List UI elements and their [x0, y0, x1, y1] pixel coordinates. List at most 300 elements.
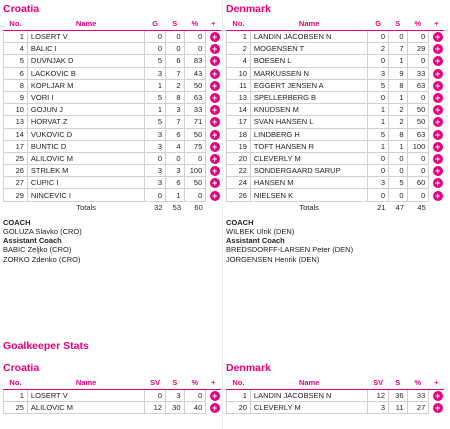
shots-cell: 7: [166, 116, 184, 128]
shots-cell: 9: [389, 67, 407, 79]
expand-cell: [429, 91, 444, 103]
assistant-coach-name: ZORKO Zdenko (CRO): [3, 254, 81, 264]
col-header-percent[interactable]: %: [407, 16, 429, 31]
percent-cell: 50: [407, 116, 429, 128]
col-header-name[interactable]: Name: [27, 16, 144, 31]
plus-circle-icon[interactable]: +: [210, 117, 220, 127]
goals-cell: 5: [368, 79, 389, 91]
coach-label: COACH: [226, 217, 254, 227]
player-name[interactable]: MOGENSEN T: [250, 43, 367, 55]
shots-cell: 1: [389, 91, 407, 103]
expand-cell: [429, 116, 444, 128]
percent-cell: 63: [184, 91, 206, 103]
goals-cell: 1: [368, 104, 389, 116]
expand-cell: [429, 189, 444, 201]
denmark-goalkeeper-panel: [226, 361, 444, 414]
player-name[interactable]: BOESEN L: [250, 55, 367, 67]
expand-cell: [429, 43, 444, 55]
plus-circle-icon[interactable]: +: [433, 56, 443, 66]
player-name[interactable]: NINCEVIC I: [27, 189, 144, 201]
expand-cell: [429, 402, 444, 414]
col-header-shots[interactable]: S: [166, 16, 184, 31]
player-number: 22: [227, 165, 251, 177]
saves-cell: 3: [368, 402, 389, 414]
plus-circle-icon[interactable]: +: [210, 81, 220, 91]
denmark-field-panel: [226, 2, 444, 264]
player-name[interactable]: HANSEN M: [250, 177, 367, 189]
player-number: 13: [227, 91, 251, 103]
plus-circle-icon[interactable]: +: [433, 142, 443, 152]
player-name[interactable]: LOSERT V: [27, 31, 144, 43]
player-number: 1: [4, 31, 28, 43]
goals-cell: 5: [145, 116, 166, 128]
player-number: 20: [227, 152, 251, 164]
percent-cell: 0: [184, 189, 206, 201]
col-header-no[interactable]: No.: [227, 16, 251, 31]
col-header-plus: +: [429, 375, 444, 390]
percent-cell: 50: [184, 128, 206, 140]
player-name[interactable]: EGGERT JENSEN A: [250, 79, 367, 91]
player-number: 13: [4, 116, 28, 128]
player-row[interactable]: [4, 31, 222, 43]
player-row[interactable]: [4, 177, 222, 189]
croatia-coach-block: [3, 218, 221, 264]
shots-cell: 7: [389, 43, 407, 55]
player-number: 25: [4, 402, 28, 414]
shots-cell: 0: [389, 152, 407, 164]
percent-cell: 33: [407, 390, 429, 402]
player-number: 11: [227, 79, 251, 91]
plus-circle-icon[interactable]: +: [210, 403, 220, 413]
assistant-coach-name: BABIC Zeljko (CRO): [3, 245, 72, 255]
percent-cell: 0: [184, 390, 206, 402]
totals-spacer: [206, 201, 221, 213]
player-number: 25: [4, 152, 28, 164]
player-row[interactable]: [227, 152, 445, 164]
player-row[interactable]: [227, 390, 445, 402]
goals-cell: 5: [368, 128, 389, 140]
shots-cell: 1: [166, 189, 184, 201]
plus-circle-icon[interactable]: +: [210, 154, 220, 164]
plus-circle-icon[interactable]: +: [433, 81, 443, 91]
player-row[interactable]: [4, 402, 222, 414]
team-title-denmark: Denmark: [226, 362, 271, 374]
col-header-shots[interactable]: S: [166, 375, 184, 390]
shots-cell: 7: [166, 67, 184, 79]
player-number: 1: [4, 390, 28, 402]
percent-cell: 100: [184, 165, 206, 177]
goals-cell: 0: [368, 165, 389, 177]
percent-cell: 50: [184, 79, 206, 91]
col-header-name[interactable]: Name: [250, 375, 367, 390]
player-row[interactable]: [4, 152, 222, 164]
player-row[interactable]: [4, 390, 222, 402]
shots-cell: 8: [389, 79, 407, 91]
expand-cell: [429, 140, 444, 152]
percent-cell: 71: [184, 116, 206, 128]
player-row[interactable]: [227, 177, 445, 189]
plus-circle-icon[interactable]: +: [433, 32, 443, 42]
percent-cell: 33: [407, 67, 429, 79]
totals-goals: 21: [377, 202, 386, 212]
team-title-croatia: Croatia: [3, 362, 40, 374]
player-name[interactable]: CLEVERLY M: [250, 402, 367, 414]
player-row[interactable]: [227, 43, 445, 55]
player-number: 27: [4, 177, 28, 189]
percent-cell: 0: [407, 189, 429, 201]
shots-cell: 6: [166, 128, 184, 140]
player-row[interactable]: [4, 104, 222, 116]
totals-shots: 53: [172, 202, 181, 212]
column-divider: [222, 0, 223, 429]
player-row[interactable]: [4, 43, 222, 55]
player-number: 10: [227, 67, 251, 79]
totals-shots: 47: [395, 202, 404, 212]
plus-circle-icon[interactable]: +: [210, 178, 220, 188]
percent-cell: 60: [407, 177, 429, 189]
player-name[interactable]: ALILOVIC M: [27, 152, 144, 164]
player-name[interactable]: LACKOVIC B: [27, 67, 144, 79]
col-header-plus: +: [206, 16, 221, 31]
col-header-saves[interactable]: SV: [368, 375, 389, 390]
percent-cell: 0: [407, 31, 429, 43]
player-row[interactable]: [227, 140, 445, 152]
expand-cell: [206, 79, 221, 91]
shots-cell: 0: [166, 31, 184, 43]
player-number: 9: [4, 91, 28, 103]
totals-spacer: [227, 201, 251, 213]
saves-cell: 12: [368, 390, 389, 402]
expand-cell: [429, 67, 444, 79]
plus-circle-icon[interactable]: +: [210, 130, 220, 140]
team-title-croatia: Croatia: [3, 3, 40, 15]
col-header-no[interactable]: No.: [4, 16, 28, 31]
expand-cell: [429, 55, 444, 67]
goals-cell: 0: [368, 189, 389, 201]
shots-cell: 30: [166, 402, 184, 414]
player-row[interactable]: [227, 79, 445, 91]
shots-cell: 2: [389, 116, 407, 128]
goals-cell: 1: [145, 79, 166, 91]
expand-cell: [206, 43, 221, 55]
croatia-field-panel: [3, 2, 221, 264]
player-number: 1: [227, 31, 251, 43]
player-name[interactable]: SVAN HANSEN L: [250, 116, 367, 128]
denmark-field-table: [226, 16, 444, 213]
player-number: 26: [4, 165, 28, 177]
expand-cell: [206, 31, 221, 43]
player-row[interactable]: [4, 91, 222, 103]
player-number: 17: [227, 116, 251, 128]
plus-circle-icon[interactable]: +: [210, 69, 220, 79]
coach-label: COACH: [3, 217, 31, 227]
plus-circle-icon[interactable]: +: [210, 44, 220, 54]
totals-row: [227, 201, 445, 213]
goals-cell: 0: [368, 152, 389, 164]
player-row[interactable]: [227, 91, 445, 103]
col-header-shots[interactable]: S: [389, 16, 407, 31]
col-header-name[interactable]: Name: [27, 375, 144, 390]
player-number: 2: [227, 43, 251, 55]
goals-cell: 3: [145, 140, 166, 152]
player-row[interactable]: [227, 55, 445, 67]
totals-spacer: [4, 201, 28, 213]
player-number: 20: [227, 402, 251, 414]
goals-cell: 2: [368, 43, 389, 55]
player-name[interactable]: HORVAT Z: [27, 116, 144, 128]
player-name[interactable]: TOFT HANSEN R: [250, 140, 367, 152]
player-name[interactable]: BUNTIC D: [27, 140, 144, 152]
player-name[interactable]: KNUDSEN M: [250, 104, 367, 116]
shots-cell: 11: [389, 402, 407, 414]
expand-cell: [429, 152, 444, 164]
player-number: 18: [227, 128, 251, 140]
col-header-saves[interactable]: SV: [145, 375, 166, 390]
shots-cell: 4: [166, 140, 184, 152]
player-row[interactable]: [4, 55, 222, 67]
plus-circle-icon[interactable]: +: [433, 105, 443, 115]
plus-circle-icon[interactable]: +: [210, 105, 220, 115]
assistant-coach-name: BREDSDORFF-LARSEN Peter (DEN): [226, 245, 354, 255]
player-number: 29: [4, 189, 28, 201]
plus-circle-icon[interactable]: +: [210, 32, 220, 42]
goals-cell: 1: [368, 140, 389, 152]
player-number: 24: [227, 177, 251, 189]
expand-cell: [429, 79, 444, 91]
shots-cell: 36: [389, 390, 407, 402]
plus-circle-icon[interactable]: +: [433, 44, 443, 54]
coach-name: GOLUZA Slavko (CRO): [3, 227, 82, 237]
goals-cell: 5: [145, 91, 166, 103]
percent-cell: 27: [407, 402, 429, 414]
expand-cell: [206, 91, 221, 103]
expand-cell: [206, 177, 221, 189]
player-row[interactable]: [227, 67, 445, 79]
player-row[interactable]: [4, 128, 222, 140]
player-name[interactable]: CUPIC I: [27, 177, 144, 189]
player-row[interactable]: [4, 67, 222, 79]
plus-circle-icon[interactable]: +: [433, 130, 443, 140]
player-name[interactable]: SONDERGAARD SARUP: [250, 165, 367, 177]
percent-cell: 40: [184, 402, 206, 414]
plus-circle-icon[interactable]: +: [433, 69, 443, 79]
shots-cell: 1: [389, 140, 407, 152]
goals-cell: 0: [145, 31, 166, 43]
player-name[interactable]: LANDIN JACOBSEN N: [250, 31, 367, 43]
croatia-goalkeeper-panel: [3, 361, 221, 414]
expand-cell: [206, 116, 221, 128]
saves-cell: 0: [145, 390, 166, 402]
goals-cell: 0: [368, 31, 389, 43]
shots-cell: 3: [166, 165, 184, 177]
expand-cell: [206, 104, 221, 116]
player-row[interactable]: [4, 165, 222, 177]
percent-cell: 63: [407, 79, 429, 91]
goals-cell: 0: [145, 152, 166, 164]
assistant-coach-label: Assistant Coach: [226, 236, 285, 246]
plus-circle-icon[interactable]: +: [210, 56, 220, 66]
expand-cell: [206, 140, 221, 152]
shots-cell: 0: [389, 31, 407, 43]
col-header-goals[interactable]: G: [368, 16, 389, 31]
totals-spacer: [429, 201, 444, 213]
percent-cell: 0: [407, 91, 429, 103]
player-row[interactable]: [227, 189, 445, 201]
goalkeeper-stats-title: Goalkeeper Stats: [3, 340, 89, 352]
expand-cell: [429, 165, 444, 177]
player-row[interactable]: [4, 140, 222, 152]
player-row[interactable]: [227, 31, 445, 43]
player-name[interactable]: LINDBERG H: [250, 128, 367, 140]
player-number: 5: [4, 55, 28, 67]
player-number: 8: [4, 79, 28, 91]
col-header-goals[interactable]: G: [145, 16, 166, 31]
percent-cell: 50: [184, 177, 206, 189]
player-number: 1: [227, 390, 251, 402]
plus-circle-icon[interactable]: +: [210, 93, 220, 103]
plus-circle-icon[interactable]: +: [433, 178, 443, 188]
plus-circle-icon[interactable]: +: [433, 403, 443, 413]
player-name[interactable]: CLEVERLY M: [250, 152, 367, 164]
percent-cell: 29: [407, 43, 429, 55]
player-number: 14: [227, 104, 251, 116]
percent-cell: 0: [407, 152, 429, 164]
col-header-percent[interactable]: %: [184, 375, 206, 390]
player-name[interactable]: DUVNJAK D: [27, 55, 144, 67]
goals-cell: 5: [145, 55, 166, 67]
plus-circle-icon[interactable]: +: [210, 191, 220, 201]
expand-cell: [206, 189, 221, 201]
expand-cell: [206, 55, 221, 67]
player-name[interactable]: VORI I: [27, 91, 144, 103]
percent-cell: 50: [407, 104, 429, 116]
col-header-plus: +: [206, 375, 221, 390]
player-name[interactable]: VUKOVIC D: [27, 128, 144, 140]
col-header-name[interactable]: Name: [250, 16, 367, 31]
plus-circle-icon[interactable]: +: [433, 391, 443, 401]
goals-cell: 1: [145, 104, 166, 116]
player-name[interactable]: KOPLJAR M: [27, 79, 144, 91]
col-header-percent[interactable]: %: [407, 375, 429, 390]
assistant-coach-name: JORGENSEN Henrik (DEN): [226, 254, 320, 264]
player-number: 26: [227, 189, 251, 201]
assistant-coach-label: Assistant Coach: [3, 236, 62, 246]
plus-circle-icon[interactable]: +: [210, 391, 220, 401]
player-row[interactable]: [227, 402, 445, 414]
expand-cell: [206, 128, 221, 140]
player-name[interactable]: BALIC I: [27, 43, 144, 55]
shots-cell: 0: [389, 165, 407, 177]
team-title-denmark: Denmark: [226, 3, 271, 15]
player-row[interactable]: [227, 128, 445, 140]
player-row[interactable]: [227, 116, 445, 128]
expand-cell: [429, 128, 444, 140]
expand-cell: [429, 104, 444, 116]
denmark-goalkeeper-table: [226, 375, 444, 414]
shots-cell: 1: [389, 55, 407, 67]
percent-cell: 83: [184, 55, 206, 67]
percent-cell: 43: [184, 67, 206, 79]
totals-label: Totals: [76, 202, 96, 212]
player-number: 10: [4, 104, 28, 116]
plus-circle-icon[interactable]: +: [210, 142, 220, 152]
player-number: 19: [227, 140, 251, 152]
expand-cell: [206, 390, 221, 402]
totals-goals: 32: [154, 202, 163, 212]
plus-circle-icon[interactable]: +: [210, 166, 220, 176]
goals-cell: 3: [368, 177, 389, 189]
shots-cell: 0: [389, 189, 407, 201]
percent-cell: 33: [184, 104, 206, 116]
goals-cell: 3: [368, 67, 389, 79]
expand-cell: [429, 390, 444, 402]
player-name[interactable]: MARKUSSEN N: [250, 67, 367, 79]
goals-cell: 3: [145, 128, 166, 140]
player-name[interactable]: LOSERT V: [27, 390, 144, 402]
goals-cell: 1: [368, 116, 389, 128]
coach-name: WILBEK Ulrik (DEN): [226, 227, 295, 237]
shots-cell: 3: [166, 390, 184, 402]
croatia-field-table: [3, 16, 221, 213]
player-name[interactable]: SPELLERBERG B: [250, 91, 367, 103]
denmark-coach-block: [226, 218, 444, 264]
col-header-percent[interactable]: %: [184, 16, 206, 31]
player-name[interactable]: GOJUN J: [27, 104, 144, 116]
player-name[interactable]: ALILOVIC M: [27, 402, 144, 414]
plus-circle-icon[interactable]: +: [433, 166, 443, 176]
plus-circle-icon[interactable]: +: [433, 93, 443, 103]
player-name[interactable]: NIELSEN K: [250, 189, 367, 201]
player-number: 4: [227, 55, 251, 67]
totals-label: Totals: [299, 202, 319, 212]
shots-cell: 8: [389, 128, 407, 140]
col-header-no[interactable]: No.: [4, 375, 28, 390]
expand-cell: [429, 177, 444, 189]
plus-circle-icon[interactable]: +: [433, 117, 443, 127]
percent-cell: 0: [407, 55, 429, 67]
player-row[interactable]: [227, 165, 445, 177]
percent-cell: 0: [184, 43, 206, 55]
totals-percent: 45: [417, 202, 426, 212]
col-header-shots[interactable]: S: [389, 375, 407, 390]
player-name[interactable]: STRLEK M: [27, 165, 144, 177]
player-number: 17: [4, 140, 28, 152]
expand-cell: [206, 165, 221, 177]
player-name[interactable]: LANDIN JACOBSEN N: [250, 390, 367, 402]
player-number: 6: [4, 67, 28, 79]
col-header-no[interactable]: No.: [227, 375, 251, 390]
player-row[interactable]: [4, 189, 222, 201]
shots-cell: 6: [166, 177, 184, 189]
player-number: 14: [4, 128, 28, 140]
percent-cell: 0: [407, 165, 429, 177]
expand-cell: [206, 402, 221, 414]
totals-row: [4, 201, 222, 213]
percent-cell: 63: [407, 128, 429, 140]
croatia-goalkeeper-table: [3, 375, 221, 414]
player-row[interactable]: [4, 116, 222, 128]
plus-circle-icon[interactable]: +: [433, 191, 443, 201]
player-row[interactable]: [4, 79, 222, 91]
goals-cell: 0: [145, 43, 166, 55]
col-header-plus: +: [429, 16, 444, 31]
plus-circle-icon[interactable]: +: [433, 154, 443, 164]
shots-cell: 0: [166, 43, 184, 55]
saves-cell: 12: [145, 402, 166, 414]
shots-cell: 6: [166, 55, 184, 67]
percent-cell: 75: [184, 140, 206, 152]
player-row[interactable]: [227, 104, 445, 116]
